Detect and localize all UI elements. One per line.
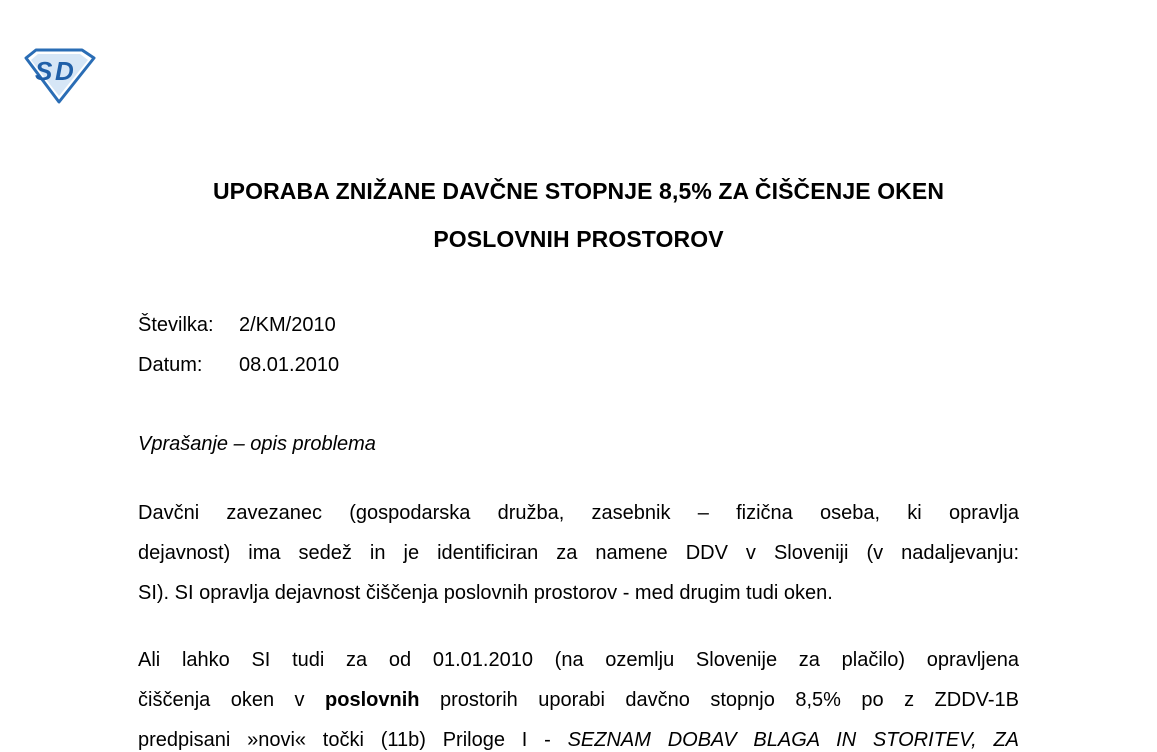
paragraph-2-line-3 xyxy=(138,729,1019,752)
paragraph-2-italic-text: SEZNAM DOBAV BLAGA IN STORITEV, ZA xyxy=(567,729,1020,751)
paragraph-2-bold-text: poslovnih xyxy=(325,689,420,711)
paragraph-2-text: čiščenja oken v xyxy=(138,689,326,711)
document-title-line-1: UPORABA ZNIŽANE DAVČNE STOPNJE 8,5% ZA ČIŠČENJE OKEN xyxy=(212,178,945,204)
document-date-label: Datum: xyxy=(138,354,203,376)
paragraph-1-line-2: dejavnost) ima sedež in je identificiran za namene DDV v Sloveniji (v nadaljevanju: xyxy=(138,542,1019,564)
company-logo xyxy=(22,48,96,104)
section-heading: Vprašanje – opis problema xyxy=(138,433,376,455)
document-date-row xyxy=(138,354,339,377)
paragraph-1-line-1: Davčni zavezanec (gospodarska družba, zasebnik – fizična oseba, ki opravlja xyxy=(138,502,1019,524)
paragraph-2-text: prostorih uporabi davčno stopnjo 8,5% po z ZDDV-1B xyxy=(419,689,1020,711)
document-number-value: 2/KM/2010 xyxy=(239,314,336,336)
paragraph-2-line-2 xyxy=(138,689,1019,712)
svg-text:D: D xyxy=(55,56,74,86)
paragraph-2-line-1: Ali lahko SI tudi za od 01.01.2010 (na ozemlju Slovenije za plačilo) opravljena xyxy=(138,649,1019,671)
document-number-label: Številka: xyxy=(138,314,214,336)
document-title-line-2: POSLOVNIH PROSTOROV xyxy=(433,226,724,252)
document-date-value: 08.01.2010 xyxy=(239,354,340,376)
svg-text:S: S xyxy=(35,56,53,86)
paragraph-2-text: predpisani »novi« točki (11b) Priloge I - xyxy=(138,729,568,751)
document-number-row xyxy=(138,314,336,337)
paragraph-1-line-3: SI). SI opravlja dejavnost čiščenja poslovnih prostorov - med drugim tudi oken. xyxy=(138,582,833,604)
